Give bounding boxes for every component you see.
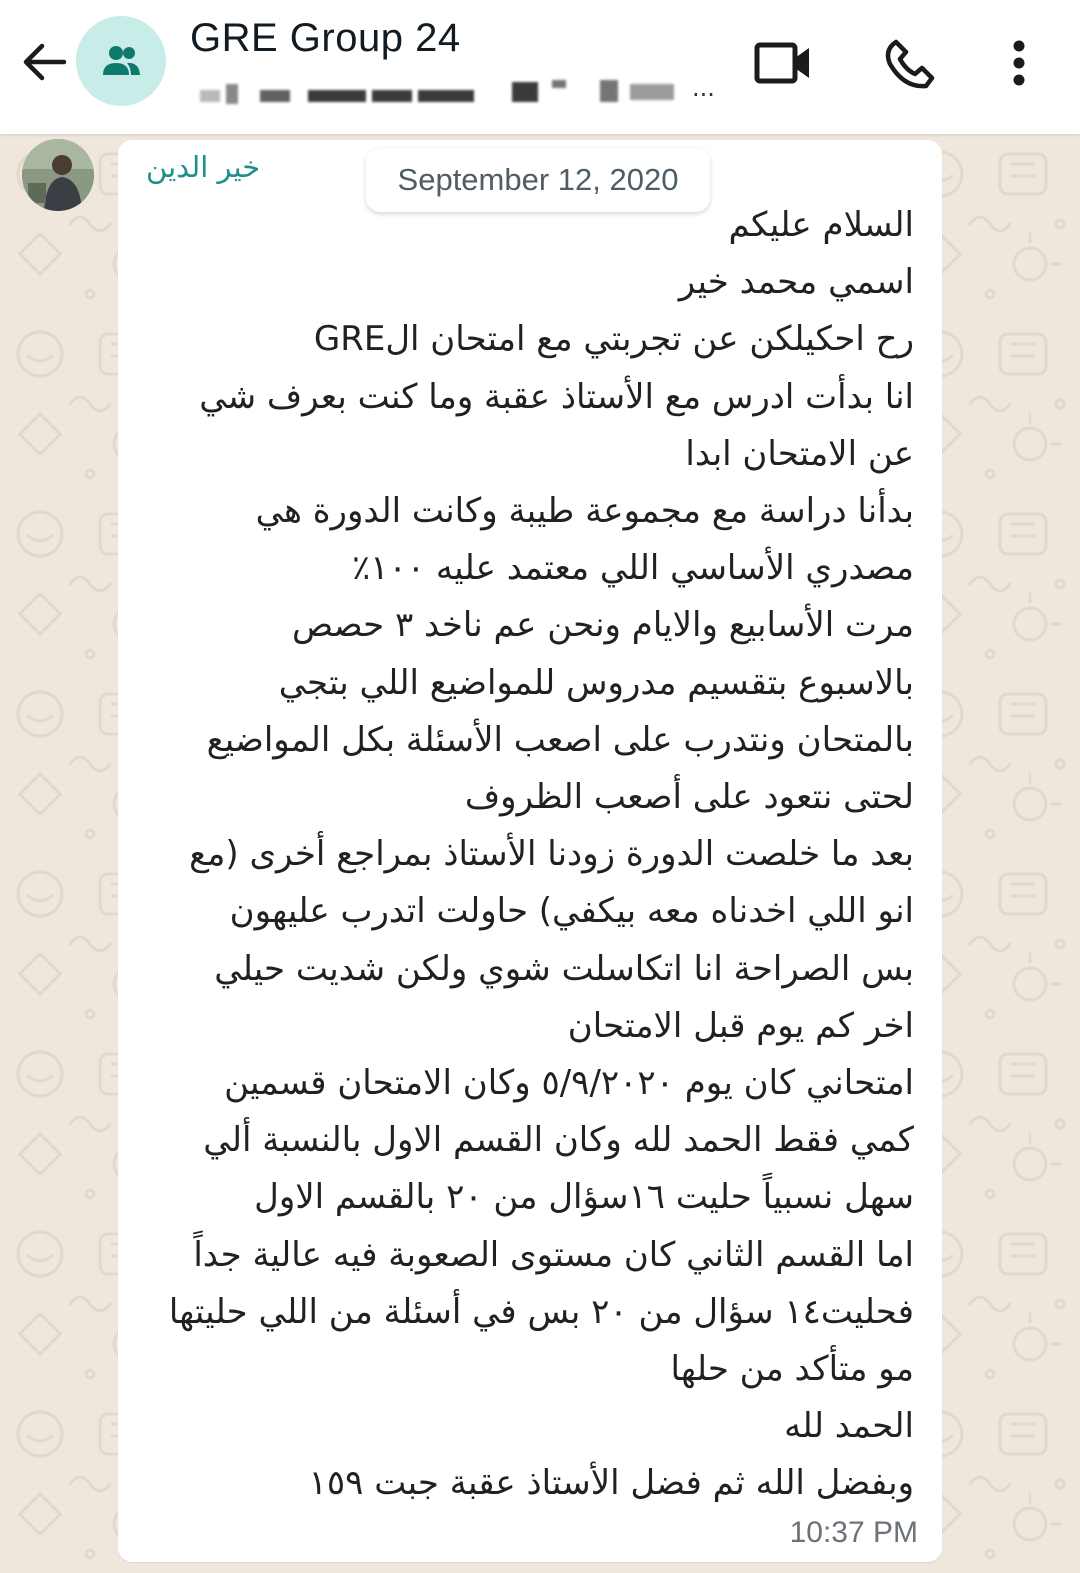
chat-title[interactable]: GRE Group 24 [190,16,461,60]
message-line: الحمد لله [784,1406,914,1447]
sender-avatar[interactable] [22,139,94,211]
group-icon [99,41,143,81]
message-line: سهل نسبياً حليت ١٦سؤال من ٢٠ بالقسم الاول [254,1177,914,1218]
message-line: مصدري الأساسي اللي معتمد عليه ١٠٠٪ [352,548,914,589]
message-line: اخر كم يوم قبل الامتحان [567,1005,914,1046]
message-text [134,197,914,1513]
message-line: بعد ما خلصت الدورة زودنا الأستاذ بمراجع أخرى (مع [189,834,914,875]
message-line: اسمي محمد خير [678,262,914,303]
phone-icon[interactable] [884,38,936,90]
video-call-icon[interactable] [754,42,812,84]
sender-photo [22,139,94,211]
members-list-redacted [190,78,720,112]
message-line: بس الصراحة انا اتكاسلت شوي ولكن شديت حيلي [214,948,914,989]
group-avatar[interactable] [76,16,166,106]
message-line: فحليت١٤ سؤال من ٢٠ بس في أسئلة من اللي حليتها [168,1291,914,1332]
message-line: انا بدأت ادرس مع الأستاذ عقبة وما كنت بعرف شي [199,376,914,417]
message-line: امتحاني كان يوم ٥/٩/٢٠٢٠ وكان الامتحان قسمين [224,1063,914,1104]
back-arrow-icon[interactable] [20,40,68,84]
message-line: مرت الأسابيع والايام ونحن عم ناخد ٣ حصص [291,605,914,646]
message-line: عن الامتحان ابدا [685,433,914,474]
message-line: مو متأكد من حلها [670,1349,914,1390]
message-line: انو اللي اخدناه معه بيكفي) حاولت اتدرب عليهون [229,891,914,932]
message-line: بدأنا دراسة مع مجموعة طيبة وكانت الدورة هي [255,491,914,532]
chat-header [0,0,1080,134]
message-line: بالمتحان ونتدرب على اصعب الأسئلة بكل المواضيع [206,719,914,760]
message-line: لحتى نتعود على أصعب الظروف [464,777,914,818]
date-separator: September 12, 2020 [366,148,710,212]
message-line: رح احكيلكن عن تجربتي مع امتحان الGRE [313,319,914,360]
message-line: اما القسم الثاني كان مستوى الصعوبة فيه عالية جداً [193,1234,914,1275]
members-ellipsis: ... [692,74,715,102]
message-timestamp: 10:37 PM [789,1516,918,1549]
message-line: السلام عليكم [728,205,914,245]
sender-name[interactable]: خير الدين [146,150,261,184]
message-line: وبفضل الله ثم فضل الأستاذ عقبة جبت ١٥٩ [308,1463,914,1504]
message-line: بالاسبوع بتقسيم مدروس للمواضيع اللي بتجي [278,662,914,703]
more-vert-icon[interactable] [1008,40,1030,86]
message-line: كمي فقط الحمد لله وكان القسم الاول بالنسبة ألي [203,1120,914,1161]
